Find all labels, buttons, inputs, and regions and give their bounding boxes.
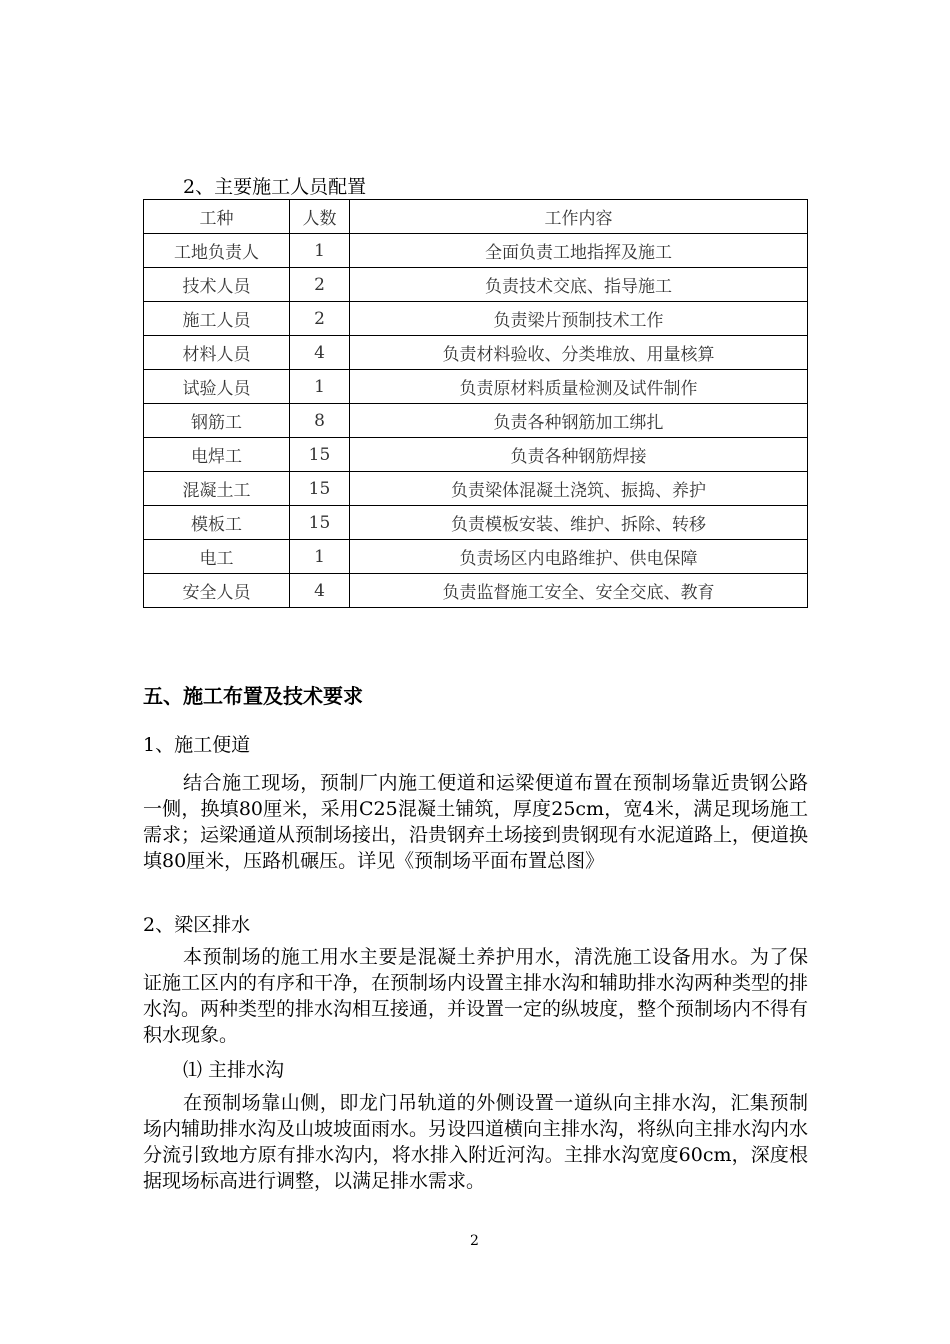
cell-job-type: 施工人员: [144, 302, 290, 336]
cell-job-type: 材料人员: [144, 336, 290, 370]
cell-job-type: 电工: [144, 540, 290, 574]
construction-road-heading: 1、施工便道: [143, 734, 251, 756]
column-header-job-type: 工种: [144, 200, 290, 234]
cell-count: 15: [290, 472, 350, 506]
cell-count: 1: [290, 370, 350, 404]
cell-job-type: 技术人员: [144, 268, 290, 302]
cell-count: 15: [290, 438, 350, 472]
section-five-title: 五、施工布置及技术要求: [143, 684, 363, 708]
cell-duty: 负责场区内电路维护、供电保障: [350, 540, 808, 574]
table-row: [144, 370, 808, 404]
cell-job-type: 安全人员: [144, 574, 290, 608]
cell-count: 2: [290, 302, 350, 336]
cell-job-type: 试验人员: [144, 370, 290, 404]
table-row: [144, 438, 808, 472]
cell-job-type: 工地负责人: [144, 234, 290, 268]
table-row: [144, 574, 808, 608]
cell-duty: 负责梁片预制技术工作: [350, 302, 808, 336]
cell-count: 15: [290, 506, 350, 540]
table-row: [144, 506, 808, 540]
table-row: [144, 540, 808, 574]
table-row: [144, 234, 808, 268]
cell-duty: 负责梁体混凝土浇筑、振捣、养护: [350, 472, 808, 506]
staff-section-heading: 2、主要施工人员配置: [183, 176, 367, 198]
construction-road-paragraph: 结合施工现场，预制厂内施工便道和运梁便道布置在预制场靠近贵钢公路一侧，换填80厘米，采用C25混凝土铺筑，厚度25cm，宽4米，满足现场施工需求；运梁通道从预制场接出，沿贵钢弃土场接到贵钢现有水泥道路上，便道换填80厘米，压路机碾压。详见《预制场平面布置总图》: [143, 772, 809, 872]
cell-duty: 负责原材料质量检测及试件制作: [350, 370, 808, 404]
page-number: 2: [470, 1233, 479, 1249]
cell-count: 1: [290, 540, 350, 574]
cell-duty: 负责材料验收、分类堆放、用量核算: [350, 336, 808, 370]
cell-job-type: 混凝土工: [144, 472, 290, 506]
cell-duty: 负责各种钢筋加工绑扎: [350, 404, 808, 438]
drainage-heading: 2、梁区排水: [143, 914, 251, 936]
main-ditch-heading: ⑴ 主排水沟: [183, 1059, 285, 1081]
cell-duty: 负责模板安装、维护、拆除、转移: [350, 506, 808, 540]
drainage-paragraph: 本预制场的施工用水主要是混凝土养护用水，清洗施工设备用水。为了保证施工区内的有序和干净，在预制场内设置主排水沟和辅助排水沟两种类型的排水沟。两种类型的排水沟相互接通，并设置一定的纵坡度，整个预制场内不得有积水现象。: [143, 946, 809, 1046]
column-header-count: 人数: [290, 200, 350, 234]
table-row: [144, 404, 808, 438]
column-header-duty: 工作内容: [350, 200, 808, 234]
cell-duty: 负责技术交底、指导施工: [350, 268, 808, 302]
cell-count: 2: [290, 268, 350, 302]
cell-job-type: 钢筋工: [144, 404, 290, 438]
main-ditch-paragraph: 在预制场靠山侧，即龙门吊轨道的外侧设置一道纵向主排水沟，汇集预制场内辅助排水沟及山坡坡面雨水。另设四道横向主排水沟，将纵向主排水沟内水分流引致地方原有排水沟内，将水排入附近河沟。主排水沟宽度60cm，深度根据现场标高进行调整，以满足排水需求。: [143, 1092, 809, 1192]
cell-duty: 负责各种钢筋焊接: [350, 438, 808, 472]
table-row: [144, 268, 808, 302]
table-row: [144, 336, 808, 370]
cell-count: 1: [290, 234, 350, 268]
cell-count: 4: [290, 574, 350, 608]
cell-count: 4: [290, 336, 350, 370]
cell-job-type: 模板工: [144, 506, 290, 540]
cell-duty: 负责监督施工安全、安全交底、教育: [350, 574, 808, 608]
cell-count: 8: [290, 404, 350, 438]
table-row: [144, 302, 808, 336]
table-row: [144, 472, 808, 506]
table-header-row: [144, 200, 808, 234]
cell-job-type: 电焊工: [144, 438, 290, 472]
cell-duty: 全面负责工地指挥及施工: [350, 234, 808, 268]
staff-table: [143, 199, 808, 608]
